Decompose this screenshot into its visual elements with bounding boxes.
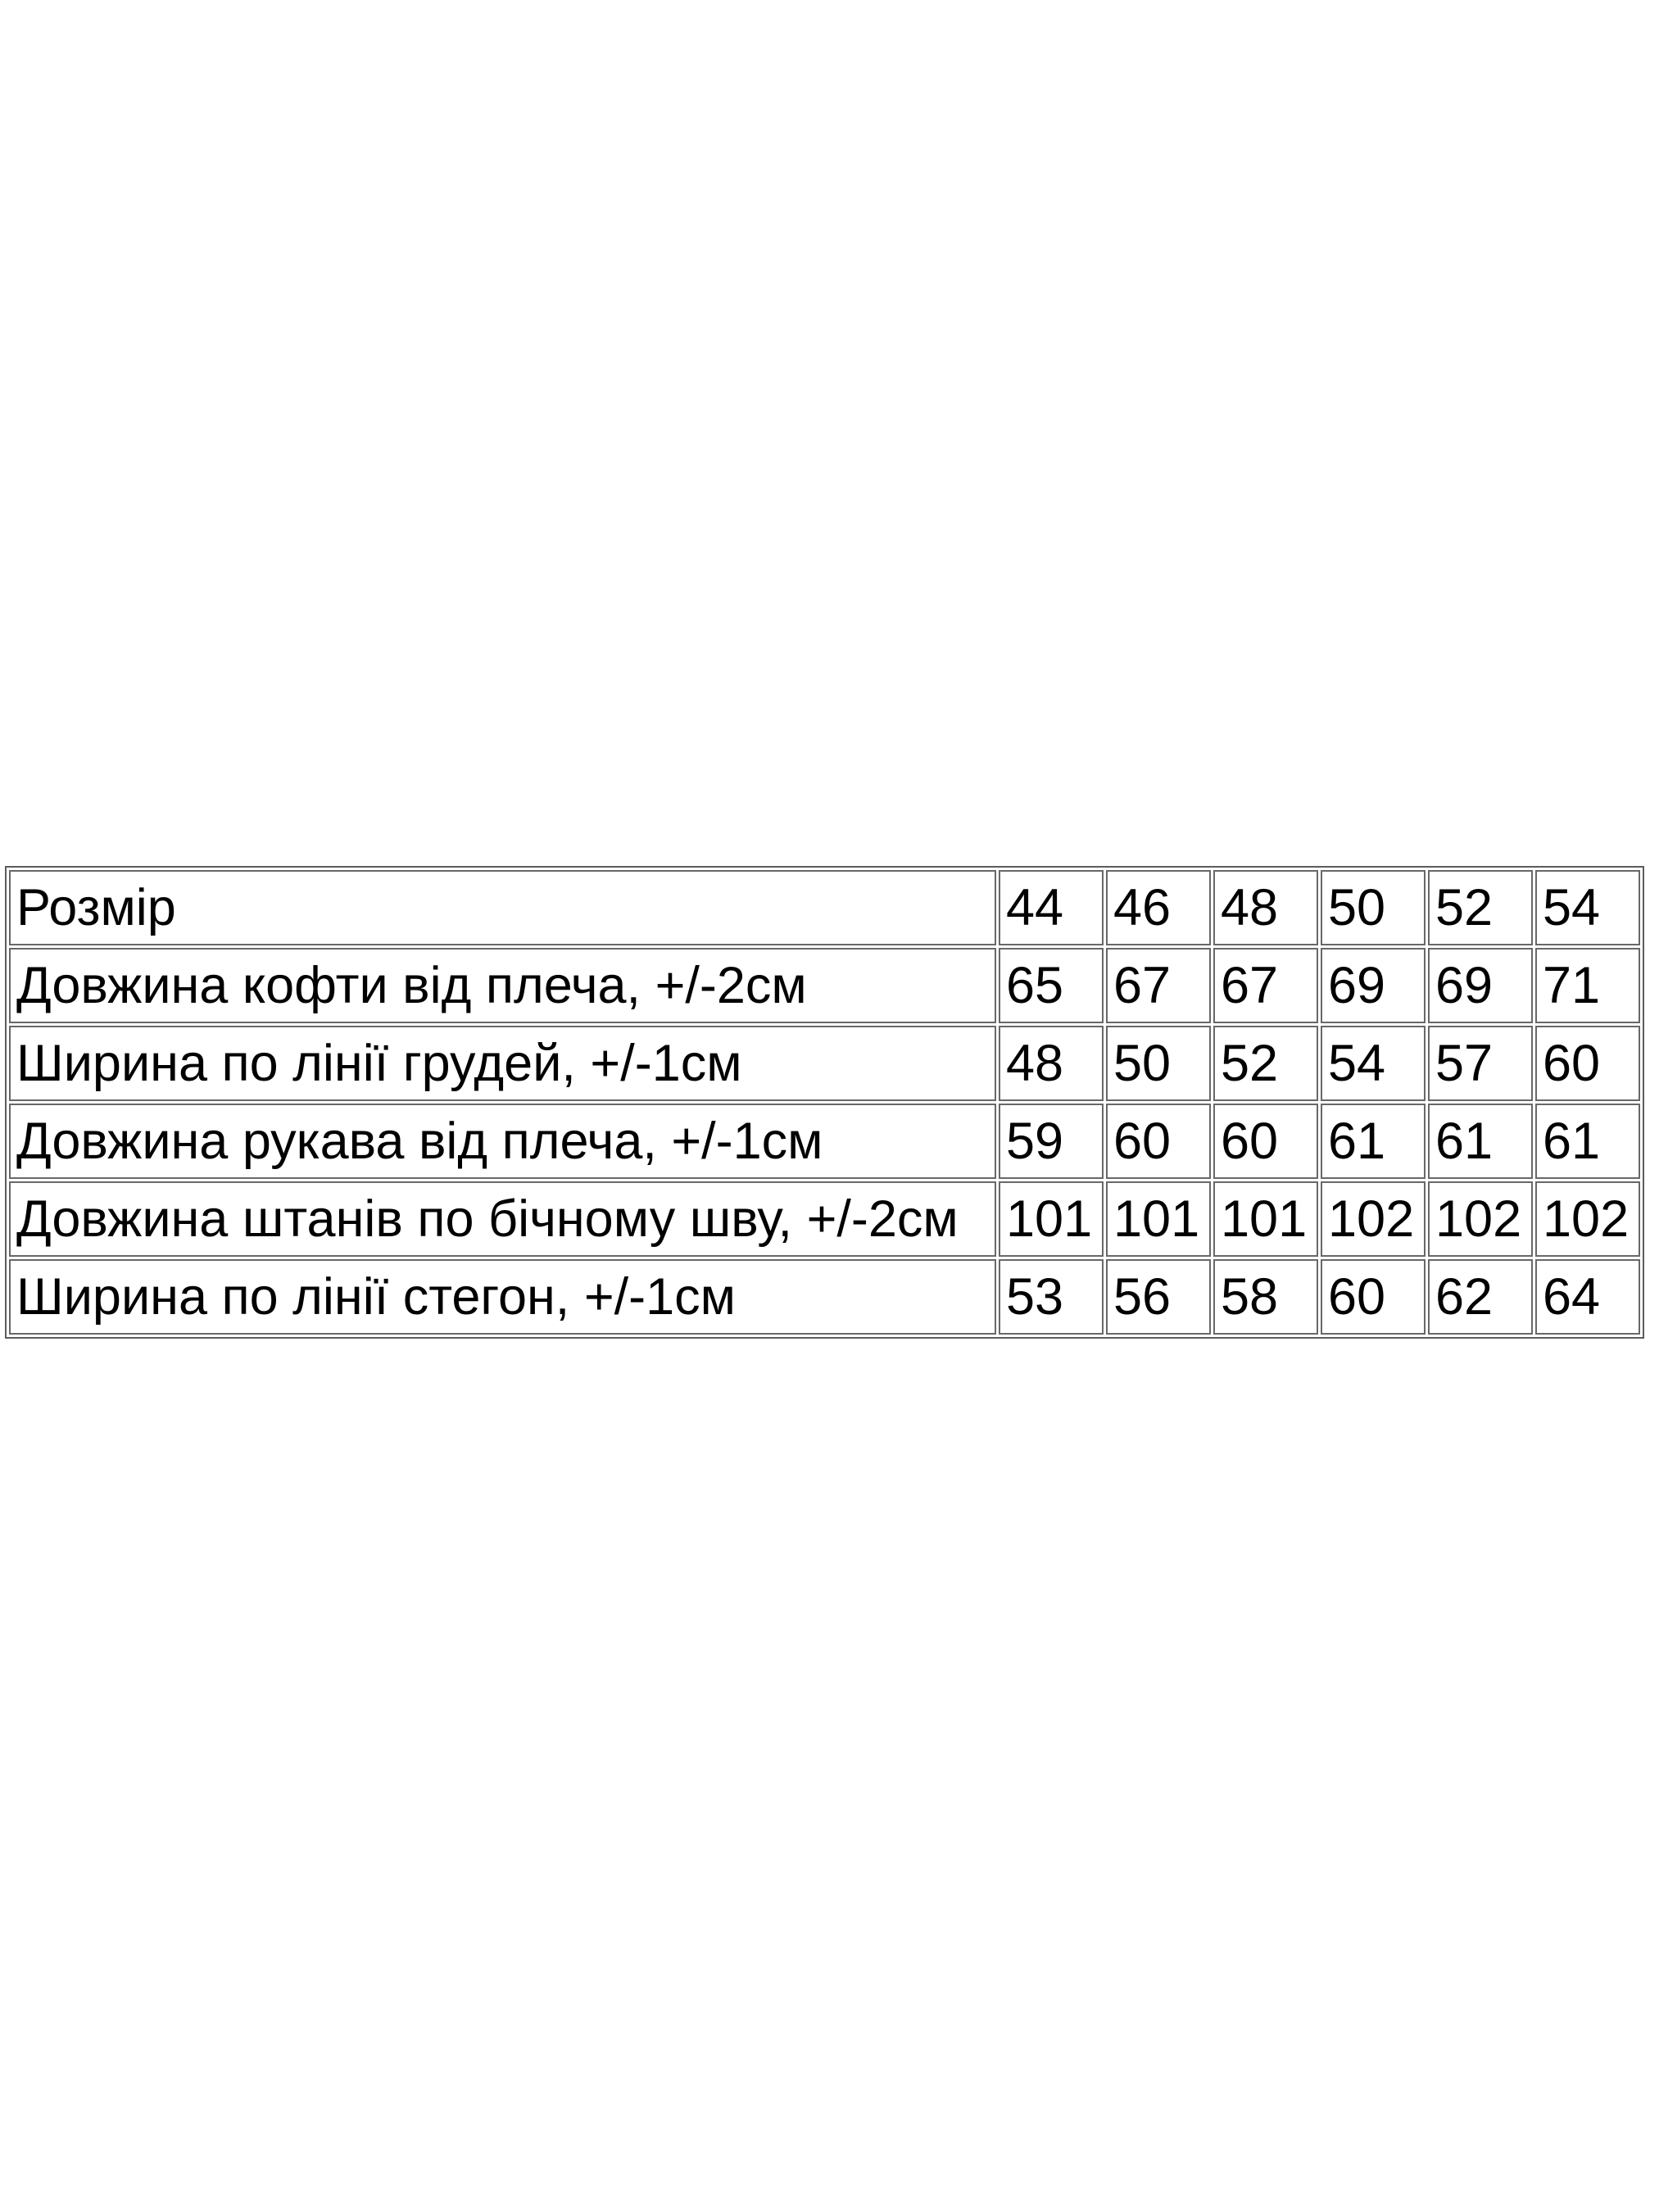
row-label-cell: Довжина рукава від плеча, +/-1см xyxy=(9,1104,996,1179)
measurement-value-cell: 52 xyxy=(1213,1026,1318,1101)
row-label-cell: Довжина штанів по бічному шву, +/-2см xyxy=(9,1181,996,1257)
size-chart-table xyxy=(5,866,1644,1339)
size-value-cell: 44 xyxy=(999,870,1104,945)
measurement-value-cell: 56 xyxy=(1106,1259,1211,1335)
size-data-row xyxy=(9,1104,1640,1179)
size-value-cell: 50 xyxy=(1321,870,1426,945)
size-value-cell: 48 xyxy=(1213,870,1318,945)
measurement-value-cell: 60 xyxy=(1321,1259,1426,1335)
measurement-value-cell: 62 xyxy=(1428,1259,1533,1335)
measurement-value-cell: 101 xyxy=(999,1181,1104,1257)
size-value-cell: 46 xyxy=(1106,870,1211,945)
measurement-value-cell: 61 xyxy=(1428,1104,1533,1179)
size-header-row xyxy=(9,870,1640,945)
measurement-value-cell: 53 xyxy=(999,1259,1104,1335)
measurement-value-cell: 101 xyxy=(1213,1181,1318,1257)
size-value-cell: 54 xyxy=(1535,870,1640,945)
measurement-value-cell: 67 xyxy=(1213,948,1318,1023)
measurement-value-cell: 58 xyxy=(1213,1259,1318,1335)
measurement-value-cell: 59 xyxy=(999,1104,1104,1179)
measurement-value-cell: 61 xyxy=(1535,1104,1640,1179)
measurement-value-cell: 57 xyxy=(1428,1026,1533,1101)
size-data-row xyxy=(9,1259,1640,1335)
size-value-cell: 52 xyxy=(1428,870,1533,945)
size-chart-body xyxy=(9,870,1640,1335)
row-label-cell: Ширина по лінії грудей, +/-1см xyxy=(9,1026,996,1101)
measurement-value-cell: 60 xyxy=(1535,1026,1640,1101)
measurement-value-cell: 48 xyxy=(999,1026,1104,1101)
measurement-value-cell: 67 xyxy=(1106,948,1211,1023)
measurement-value-cell: 60 xyxy=(1213,1104,1318,1179)
size-data-row xyxy=(9,1181,1640,1257)
measurement-value-cell: 71 xyxy=(1535,948,1640,1023)
measurement-value-cell: 102 xyxy=(1428,1181,1533,1257)
measurement-value-cell: 50 xyxy=(1106,1026,1211,1101)
measurement-value-cell: 64 xyxy=(1535,1259,1640,1335)
row-label-cell: Ширина по лінії стегон, +/-1см xyxy=(9,1259,996,1335)
measurement-value-cell: 65 xyxy=(999,948,1104,1023)
measurement-value-cell: 60 xyxy=(1106,1104,1211,1179)
measurement-value-cell: 102 xyxy=(1321,1181,1426,1257)
measurement-value-cell: 61 xyxy=(1321,1104,1426,1179)
row-label-cell: Розмір xyxy=(9,870,996,945)
measurement-value-cell: 102 xyxy=(1535,1181,1640,1257)
measurement-value-cell: 69 xyxy=(1321,948,1426,1023)
measurement-value-cell: 54 xyxy=(1321,1026,1426,1101)
size-data-row xyxy=(9,948,1640,1023)
measurement-value-cell: 101 xyxy=(1106,1181,1211,1257)
size-data-row xyxy=(9,1026,1640,1101)
row-label-cell: Довжина кофти від плеча, +/-2см xyxy=(9,948,996,1023)
measurement-value-cell: 69 xyxy=(1428,948,1533,1023)
